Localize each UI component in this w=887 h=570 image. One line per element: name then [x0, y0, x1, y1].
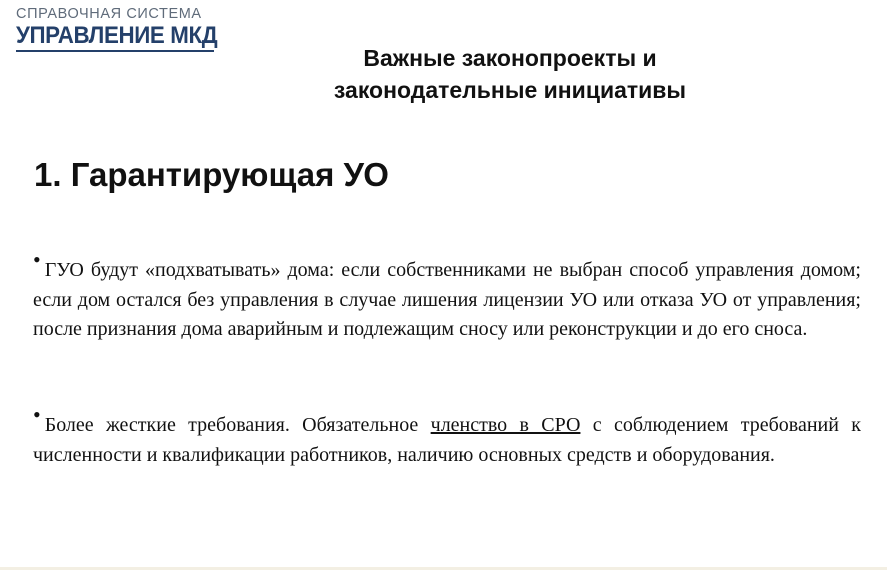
- logo-subtitle: СПРАВОЧНАЯ СИСТЕМА: [16, 6, 202, 22]
- bullet-marker: •: [33, 247, 41, 272]
- bullet-item-1: [33, 247, 861, 345]
- section-title: 1. Гарантирующая УО: [34, 156, 389, 193]
- bullet-text-after: с соблюдением требований к численности и квалификации работников, наличию основных средств и оборудования.: [33, 414, 861, 466]
- logo-underline: [16, 50, 214, 52]
- bullet-text-before: Более жесткие требования. Обязательное: [44, 414, 431, 436]
- slide-header-title: [275, 42, 745, 106]
- header-title-line-2: законодательные инициативы: [333, 77, 687, 103]
- brand-logo: [16, 6, 218, 52]
- bullet-link-sro[interactable]: членство в СРО: [430, 414, 581, 436]
- bullet-item-2: [33, 402, 861, 470]
- bullet-marker: •: [33, 402, 41, 427]
- header-title-line-1: Важные законопроекты и: [363, 45, 657, 71]
- logo-title: УПРАВЛЕНИЕ МКД: [16, 22, 218, 49]
- bullet-text: ГУО будут «подхватывать» дома: если собственниками не выбран способ управления домом; если дом остался без управления в случае лишения лицензии УО или отказа УО от управления; после признания дома аварийным и подлежащим сносу или реконструкции и до его сноса.: [33, 259, 861, 340]
